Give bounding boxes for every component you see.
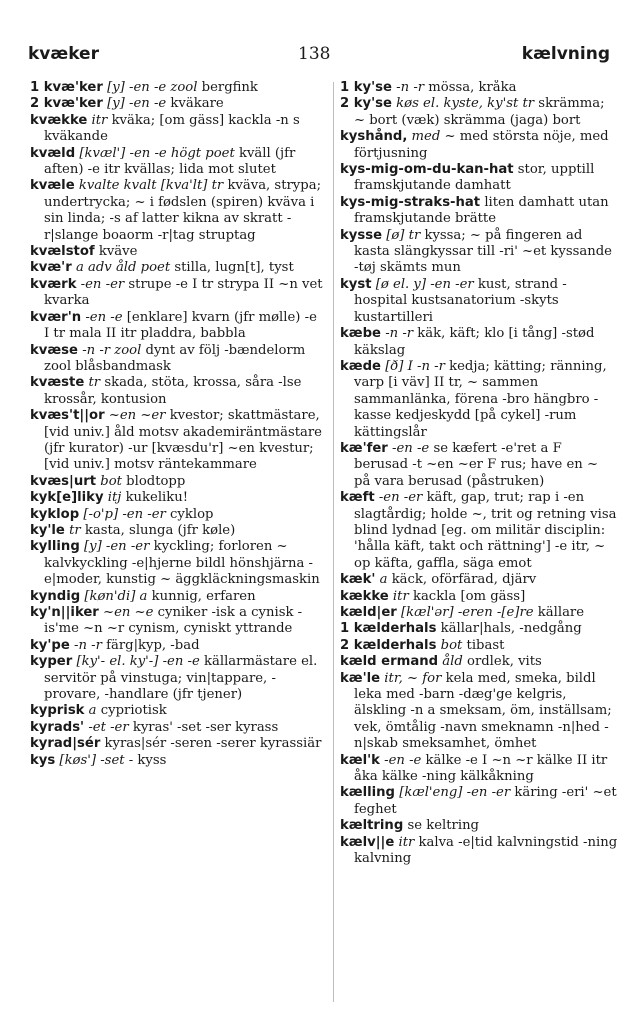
entry-grammar: -en -er — [80, 276, 125, 292]
entry-definition: cyniker -isk a cynisk -is'me ~n ~r cynism, cyniskt yttrande — [44, 605, 303, 637]
dictionary-entry — [340, 96, 618, 129]
dictionary-entry — [30, 605, 326, 638]
entry-definition: käring -eri' ~et feghet — [354, 785, 617, 817]
entry-definition: kyssa; ~ på fingeren ad kasta slängkyssar till -ri' ~et kyssande -tøj skämts mun — [354, 227, 612, 276]
entry-definition: källar|hals, -nedgång — [440, 621, 582, 637]
entry-grammar: bot — [440, 637, 463, 653]
entry-definition: skada, stöta, krossa, såra -lse krossår, kontusion — [44, 375, 302, 407]
entry-headword: kvær'n — [30, 309, 82, 325]
entry-grammar: [-o'p] -en -er — [83, 506, 166, 522]
entry-headword: kyklop — [30, 506, 80, 522]
entry-headword: kyrad|sér — [30, 736, 101, 752]
entry-grammar: [kæl'eng] -en -er — [399, 785, 511, 801]
entry-definition: [enklare] kvarn (jfr mølle) -e I tr mala II itr pladdra, babbla — [44, 309, 317, 342]
header-guide-word-right: kælvning — [521, 44, 610, 64]
entry-headword: kvæld — [30, 145, 76, 161]
dictionary-entry — [30, 753, 326, 769]
entry-definition: kyras|sér -seren -serer kyrassiär — [104, 736, 322, 752]
dictionary-entry — [30, 539, 326, 588]
entry-grammar: [y] -en -e — [107, 96, 167, 112]
entry-grammar: bot — [100, 473, 122, 489]
entry-headword: kæld ermand — [340, 654, 439, 670]
dictionary-entry — [340, 195, 618, 228]
entry-headword: kylling — [30, 539, 80, 555]
entry-headword: kæbe — [340, 326, 381, 342]
entry-definition: kalva -e|tid kalvningstid -ning kalvning — [354, 834, 618, 867]
entry-grammar: a — [379, 572, 388, 588]
entry-definition: strupe -e I tr strypa II ~n vet kvarka — [44, 276, 323, 309]
entry-headword: ky'pe — [30, 637, 70, 653]
dictionary-entry — [30, 310, 326, 343]
entry-grammar: itr — [91, 112, 108, 128]
dictionary-entry — [340, 785, 618, 818]
dictionary-entry — [30, 589, 326, 605]
entry-definition: liten damhatt utan framskjutande brätte — [354, 194, 609, 227]
dictionary-entry — [30, 375, 326, 408]
entry-grammar: [y] -en -er — [83, 539, 150, 555]
entry-headword: kys-mig-om-du-kan-hat — [340, 162, 514, 178]
entry-grammar: [kæl'ər] -eren -[e]re — [401, 605, 534, 620]
entry-definition: blodtopp — [126, 473, 186, 489]
entry-grammar: ~en ~e — [103, 605, 154, 620]
dictionary-entry — [340, 638, 618, 654]
entry-grammar: -et -er — [88, 719, 129, 735]
entry-definition: kväva, strypa; undertrycka; ~ i fødslen (spiren) kväva i sin linda; -s af latter kikna av skratt -r|slange boaorm -r|tag struptag — [44, 178, 322, 243]
entry-definition: källarmästare el. servitör på vinstuga; vin|tappare, -provare, -handlare (jfr tjener) — [44, 654, 318, 703]
entry-grammar: -en -e — [384, 752, 422, 768]
dictionary-entry — [30, 146, 326, 179]
dictionary-entry — [30, 408, 326, 474]
entry-headword: kække — [340, 588, 389, 604]
entry-headword: kvække — [30, 112, 88, 128]
entry-grammar: [kvæl'] -en -e högt poet — [79, 145, 235, 161]
entry-grammar: -en -er — [378, 490, 423, 506]
entry-definition: stilla, lugn[t], tyst — [174, 260, 294, 276]
entry-headword: kyrads' — [30, 719, 85, 735]
entry-grammar: -n -r — [385, 326, 414, 342]
dictionary-entry — [340, 326, 618, 359]
dictionary-entry — [340, 441, 618, 490]
entry-headword: kyshånd, — [340, 129, 408, 145]
entry-headword: kæft — [340, 490, 375, 506]
entry-headword: kyndig — [30, 588, 81, 604]
dictionary-entry — [340, 162, 618, 195]
dictionary-entry — [30, 96, 326, 112]
entry-headword: kyk[e]liky — [30, 490, 104, 506]
entry-definition: kyckling; forloren ~ kalvkyckling -e|hjerne bildl hönshjärna -e|moder, kunstig ~ äggkläckningsmaskin — [44, 539, 320, 588]
entry-definition: kasta, slunga (jfr køle) — [84, 522, 236, 538]
entry-definition: skrämma; ~ bort (væk) skrämma (jaga) bort — [354, 96, 605, 128]
entry-grammar: -n -r zool — [82, 342, 142, 358]
entry-definition: kackla [om gäss] — [412, 588, 526, 604]
entry-headword: 2 kvæ'ker — [30, 96, 103, 112]
entry-grammar: [ð] I -n -r — [385, 358, 445, 374]
dictionary-entry — [340, 490, 618, 572]
entry-grammar: køs el. kyste, ky'st tr — [396, 96, 535, 112]
dictionary-entry — [340, 572, 618, 588]
entry-grammar: tr — [69, 522, 81, 538]
entry-headword: kys-mig-straks-hat — [340, 194, 481, 210]
entry-grammar: [ky'- el. ky'-] -en -e — [76, 654, 200, 670]
dictionary-entry — [30, 113, 326, 146]
entry-headword: kæltring — [340, 818, 404, 834]
entry-headword: kæk' — [340, 572, 376, 588]
entry-headword: 1 kvæ'ker — [30, 80, 103, 95]
left-column — [30, 80, 326, 1010]
dictionary-entry — [30, 703, 326, 719]
page-number: 138 — [298, 44, 331, 64]
dictionary-entry — [340, 228, 618, 277]
entry-definition: kvestor; skattmästare, [vid univ.] åld motsv akademiräntmästare (jfr kurator) -ur [kvæsdu'r] ~en kvestur; [vid univ.] motsv räntekammare — [44, 408, 322, 473]
entry-headword: kyst — [340, 276, 372, 292]
entry-grammar: -n -r — [74, 637, 102, 653]
dictionary-entry — [30, 507, 326, 523]
entry-headword: kæ'le — [340, 670, 381, 686]
entry-definition: käk, käft; klo [i tång] -stød käkslag — [354, 326, 595, 358]
entry-grammar: -en -e — [85, 309, 123, 325]
entry-definition: kyras' -set -ser kyrass — [132, 719, 279, 735]
entry-definition: kälke -e I ~n ~r kälke II itr åka kälke -ning kälkåkning — [354, 752, 608, 785]
dictionary-entry — [30, 80, 326, 96]
entry-definition: tibast — [466, 637, 505, 653]
entry-definition: bergfink — [201, 80, 258, 95]
dictionary-entry — [30, 474, 326, 490]
entry-headword: ky'le — [30, 522, 65, 538]
dictionary-entry — [340, 359, 618, 441]
entry-definition: käft, gap, trut; rap i -en slagtårdig; holde ~, trit og retning visa blind lydnad [eg. om militär disciplin: 'hålla käft, takt och rättning'] -e itr, ~ op käfta, gaffla, säga emot — [354, 490, 617, 571]
entry-definition: kukeliku! — [125, 490, 189, 506]
entry-headword: kysse — [340, 227, 383, 243]
entry-grammar: åld — [442, 654, 463, 670]
entry-grammar: med ~ — [411, 129, 456, 145]
dictionary-entry — [340, 589, 618, 605]
entry-definition: källare — [537, 605, 585, 620]
dictionary-entry — [30, 638, 326, 654]
entry-definition: med största nöje, med förtjusning — [354, 129, 609, 161]
entry-grammar: itr — [398, 834, 415, 850]
entry-grammar: [y] -en -e zool — [107, 80, 198, 95]
dictionary-entry — [30, 260, 326, 276]
dictionary-entry — [30, 490, 326, 506]
entry-definition: kväka; [om gäss] kackla -n s kväkande — [44, 112, 300, 145]
entry-grammar: -n -r — [396, 80, 425, 95]
dictionary-entry — [340, 818, 618, 834]
entry-grammar: [ø el. y] -en -er — [375, 276, 474, 292]
entry-definition: mössa, kråka — [428, 80, 517, 95]
entry-headword: 2 kælderhals — [340, 637, 437, 653]
entry-definition: käck, oförfärad, djärv — [391, 572, 537, 588]
entry-headword: kvæs't||or — [30, 408, 105, 424]
entry-grammar: [køn'di] a — [84, 588, 148, 604]
dictionary-entry — [340, 835, 618, 868]
entry-definition: kyss — [137, 752, 167, 768]
entry-headword: ky'n||iker — [30, 605, 99, 620]
entry-grammar: a adv åld poet — [75, 260, 171, 276]
entry-definition: kväll (jfr aften) -e itr kvällas; lida mot slutet — [44, 145, 296, 178]
entry-headword: kvæ'r — [30, 260, 72, 276]
entry-definition: dynt av följ -bændelorm zool blåsbandmask — [44, 342, 306, 374]
entry-headword: kværk — [30, 276, 77, 292]
entry-headword: kælv||e — [340, 834, 395, 850]
entry-headword: kæl'k — [340, 752, 380, 768]
entry-headword: 1 kælderhals — [340, 621, 437, 637]
entry-grammar: itj — [107, 490, 122, 506]
entry-definition: ordlek, vits — [467, 654, 542, 670]
entry-grammar: itr, ~ for — [384, 670, 442, 686]
entry-grammar: [køs'] -set - — [59, 752, 134, 768]
entry-headword: 1 ky'se — [340, 80, 392, 95]
entry-definition: stor, upptill framskjutande damhatt — [354, 162, 595, 194]
entry-grammar: kvalte kvalt [kva'lt] tr — [78, 178, 224, 194]
entry-grammar: -en -e — [392, 440, 430, 456]
dictionary-entry — [340, 605, 618, 621]
entry-definition: se kæfert -e'ret a F berusad -t ~en ~er F rus; have en ~ på vara berusad (påstruken) — [354, 440, 599, 489]
dictionary-entry — [30, 277, 326, 310]
entry-headword: kælling — [340, 785, 395, 801]
entry-headword: kys — [30, 752, 56, 768]
entry-headword: kvæle — [30, 178, 75, 194]
entry-definition: cypriotisk — [100, 703, 167, 719]
entry-headword: kyper — [30, 654, 73, 670]
entry-grammar: [ø] tr — [386, 227, 421, 243]
entry-definition: kväkare — [170, 96, 224, 112]
entry-grammar: ~en ~er — [108, 408, 166, 424]
column-divider — [333, 82, 334, 1002]
entry-headword: kyprisk — [30, 703, 85, 719]
dictionary-entry — [30, 343, 326, 376]
entry-definition: se keltring — [407, 818, 480, 834]
dictionary-entry — [30, 244, 326, 260]
dictionary-entry — [340, 80, 618, 96]
entry-definition: kedja; kätting; ränning, varp [i väv] II tr, ~ sammen sammanlänka, förena -bro hängbro -kasse kedjeskydd [på cykel] -rum kättingslår — [354, 358, 607, 440]
dictionary-entry — [30, 523, 326, 539]
dictionary-entry — [340, 671, 618, 753]
entry-grammar: a — [88, 703, 97, 719]
dictionary-entry — [30, 654, 326, 703]
entry-definition: kela med, smeka, bildl leka med -barn -dæg'ge kelgris, älskling -n a smeksam, öm, inställsam; vek, ömtålig -navn smeknamn -n|hed -n|skab smeksamhet, ömhet — [354, 670, 612, 752]
dictionary-entry — [340, 654, 618, 670]
entry-headword: kvæse — [30, 342, 78, 358]
dictionary-entry — [340, 753, 618, 786]
entry-headword: kvæs|urt — [30, 473, 97, 489]
entry-headword: kæ'fer — [340, 440, 388, 456]
right-column — [340, 80, 618, 1010]
entry-definition: kväve — [98, 244, 138, 260]
entry-definition: cyklop — [170, 506, 214, 522]
entry-headword: kæld|er — [340, 605, 397, 620]
header-guide-word-left: kvæker — [28, 44, 99, 64]
dictionary-entry — [340, 129, 618, 162]
dictionary-entry — [340, 277, 618, 326]
dictionary-entry — [340, 621, 618, 637]
entry-definition: kunnig, erfaren — [151, 588, 256, 604]
entry-headword: 2 ky'se — [340, 96, 392, 112]
dictionary-entry — [30, 720, 326, 736]
page-header — [0, 40, 624, 70]
entry-grammar: itr — [392, 588, 409, 604]
dictionary-entry — [30, 178, 326, 244]
entry-headword: kvælstof — [30, 244, 95, 260]
entry-headword: kæde — [340, 358, 381, 374]
entry-grammar: tr — [88, 375, 101, 391]
entry-definition: färg|kyp, -bad — [106, 637, 200, 653]
entry-headword: kvæste — [30, 375, 85, 391]
dictionary-entry — [30, 736, 326, 752]
entry-definition: kust, strand -hospital kustsanatorium -skyts kustartilleri — [354, 276, 567, 325]
